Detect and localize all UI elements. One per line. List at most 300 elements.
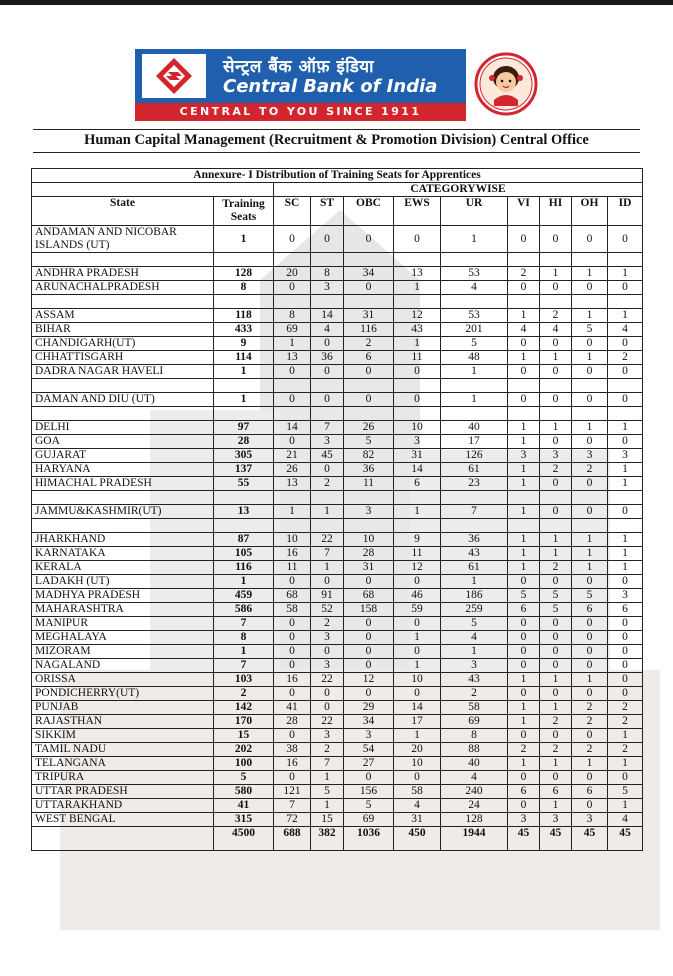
category-count-cell: 17 — [441, 435, 508, 449]
category-count-cell: 0 — [540, 687, 572, 701]
category-count-cell: 0 — [344, 393, 394, 407]
state-name-cell: DELHI — [32, 421, 214, 435]
category-count-cell: 0 — [508, 393, 540, 407]
state-name-cell: TRIPURA — [32, 771, 214, 785]
category-count-cell: 2 — [572, 743, 608, 757]
table-title-row — [32, 169, 643, 183]
state-name-cell: UTTARAKHAND — [32, 799, 214, 813]
group-header-spacer — [32, 183, 274, 197]
table-row — [32, 771, 643, 785]
category-count-cell: 68 — [274, 589, 311, 603]
state-name-cell: MEGHALAYA — [32, 631, 214, 645]
total-cell: 1944 — [441, 827, 508, 851]
category-count-cell: 11 — [274, 561, 311, 575]
category-count-cell: 0 — [274, 281, 311, 295]
category-count-cell: 0 — [274, 617, 311, 631]
spacer-cell — [441, 519, 508, 533]
category-count-cell: 34 — [344, 267, 394, 281]
table-body — [32, 226, 643, 851]
category-count-cell: 0 — [572, 659, 608, 673]
category-count-cell: 2 — [540, 309, 572, 323]
training-seats-cell: 97 — [214, 421, 274, 435]
category-count-cell: 126 — [441, 449, 508, 463]
training-seats-cell: 114 — [214, 351, 274, 365]
category-count-cell: 5 — [540, 603, 572, 617]
category-count-cell: 3 — [311, 659, 344, 673]
category-count-cell: 0 — [508, 631, 540, 645]
category-count-cell: 0 — [540, 729, 572, 743]
category-count-cell: 12 — [394, 309, 441, 323]
category-count-cell: 1 — [441, 393, 508, 407]
spacer-cell — [572, 407, 608, 421]
category-count-cell: 8 — [274, 309, 311, 323]
total-cell: 1036 — [344, 827, 394, 851]
category-count-cell: 240 — [441, 785, 508, 799]
category-count-cell: 28 — [274, 715, 311, 729]
category-count-cell: 0 — [274, 575, 311, 589]
apprentice-seats-table — [31, 168, 643, 851]
spacer-cell — [608, 491, 643, 505]
category-count-cell: 20 — [274, 267, 311, 281]
col-vi: VI — [508, 197, 540, 226]
category-count-cell: 3 — [608, 449, 643, 463]
table-row — [32, 351, 643, 365]
category-count-cell: 3 — [572, 813, 608, 827]
spacer-cell — [441, 491, 508, 505]
spacer-cell — [214, 295, 274, 309]
category-count-cell: 12 — [394, 561, 441, 575]
spacer-cell — [274, 491, 311, 505]
state-name-cell: SIKKIM — [32, 729, 214, 743]
state-name-cell: MIZORAM — [32, 645, 214, 659]
category-count-cell: 1 — [508, 477, 540, 491]
state-name-cell: PONDICHERRY(UT) — [32, 687, 214, 701]
spacer-cell — [394, 379, 441, 393]
category-count-cell: 7 — [441, 505, 508, 519]
category-count-cell: 2 — [608, 743, 643, 757]
category-count-cell: 7 — [311, 421, 344, 435]
state-name-cell: LADAKH (UT) — [32, 575, 214, 589]
category-count-cell: 61 — [441, 463, 508, 477]
category-count-cell: 1 — [311, 505, 344, 519]
category-count-cell: 0 — [394, 687, 441, 701]
table-row — [32, 323, 643, 337]
training-seats-cell: 9 — [214, 337, 274, 351]
spacer-cell — [311, 379, 344, 393]
category-count-cell: 6 — [540, 785, 572, 799]
category-count-cell: 0 — [540, 617, 572, 631]
category-count-cell: 10 — [344, 533, 394, 547]
category-count-cell: 259 — [441, 603, 508, 617]
category-count-cell: 0 — [508, 337, 540, 351]
category-count-cell: 48 — [441, 351, 508, 365]
spacer-cell — [274, 253, 311, 267]
state-name-cell: RAJASTHAN — [32, 715, 214, 729]
category-count-cell: 13 — [274, 477, 311, 491]
category-count-cell: 40 — [441, 421, 508, 435]
bank-name-english: Central Bank of India — [223, 76, 438, 97]
training-seats-cell: 41 — [214, 799, 274, 813]
category-count-cell: 0 — [608, 659, 643, 673]
category-count-cell: 36 — [441, 533, 508, 547]
category-count-cell: 54 — [344, 743, 394, 757]
category-count-cell: 2 — [572, 701, 608, 715]
training-seats-cell: 8 — [214, 281, 274, 295]
training-seats-cell: 142 — [214, 701, 274, 715]
category-count-cell: 0 — [608, 365, 643, 379]
category-count-cell: 6 — [508, 785, 540, 799]
category-count-cell: 36 — [344, 463, 394, 477]
category-count-cell: 1 — [311, 799, 344, 813]
category-count-cell: 116 — [344, 323, 394, 337]
top-border — [0, 0, 673, 5]
category-count-cell: 0 — [608, 435, 643, 449]
col-st: ST — [311, 197, 344, 226]
table-row — [32, 645, 643, 659]
total-cell: 45 — [608, 827, 643, 851]
training-seats-cell: 5 — [214, 771, 274, 785]
category-count-cell: 3 — [344, 729, 394, 743]
category-count-cell: 0 — [394, 393, 441, 407]
table-row — [32, 729, 643, 743]
training-seats-cell: 137 — [214, 463, 274, 477]
category-count-cell: 3 — [394, 435, 441, 449]
table-row — [32, 337, 643, 351]
category-count-cell: 0 — [274, 365, 311, 379]
category-count-cell: 0 — [540, 435, 572, 449]
category-count-cell: 0 — [311, 393, 344, 407]
spacer-cell — [274, 295, 311, 309]
col-oh: OH — [572, 197, 608, 226]
category-count-cell: 0 — [344, 281, 394, 295]
spacer-cell — [572, 379, 608, 393]
training-seats-cell: 7 — [214, 617, 274, 631]
category-count-cell: 0 — [344, 631, 394, 645]
category-count-cell: 52 — [311, 603, 344, 617]
col-state: State — [32, 197, 214, 226]
category-count-cell: 0 — [572, 477, 608, 491]
table-row — [32, 463, 643, 477]
page-heading: Human Capital Management (Recruitment & Promotion Division) Central Office — [84, 132, 589, 148]
spacer-cell — [540, 379, 572, 393]
category-count-cell: 1 — [508, 505, 540, 519]
category-count-cell: 1 — [508, 561, 540, 575]
category-count-cell: 0 — [572, 799, 608, 813]
category-count-cell: 2 — [608, 351, 643, 365]
state-name-cell: GOA — [32, 435, 214, 449]
category-count-cell: 3 — [608, 589, 643, 603]
category-count-cell: 0 — [572, 337, 608, 351]
spacer-cell — [540, 407, 572, 421]
category-count-cell: 31 — [344, 309, 394, 323]
category-count-cell: 53 — [441, 309, 508, 323]
category-count-cell: 13 — [394, 267, 441, 281]
spacer-cell — [32, 253, 214, 267]
category-count-cell: 41 — [274, 701, 311, 715]
category-count-cell: 14 — [394, 463, 441, 477]
category-count-cell: 1 — [394, 729, 441, 743]
category-count-cell: 0 — [311, 575, 344, 589]
table-row — [32, 281, 643, 295]
state-name-cell: MANIPUR — [32, 617, 214, 631]
category-count-cell: 0 — [394, 575, 441, 589]
total-cell: 382 — [311, 827, 344, 851]
spacer-cell — [508, 295, 540, 309]
category-count-cell: 0 — [572, 771, 608, 785]
category-count-cell: 0 — [508, 617, 540, 631]
category-count-cell: 2 — [540, 463, 572, 477]
category-count-cell: 0 — [311, 701, 344, 715]
spacer-cell — [394, 491, 441, 505]
training-seats-cell: 103 — [214, 673, 274, 687]
training-seats-cell: 586 — [214, 603, 274, 617]
category-count-cell: 0 — [572, 435, 608, 449]
spacer-cell — [32, 519, 214, 533]
category-count-cell: 0 — [540, 771, 572, 785]
training-seats-cell: 55 — [214, 477, 274, 491]
spacer-cell — [540, 491, 572, 505]
category-count-cell: 0 — [540, 365, 572, 379]
training-seats-cell: 128 — [214, 267, 274, 281]
category-count-cell: 0 — [274, 645, 311, 659]
state-name-cell: KARNATAKA — [32, 547, 214, 561]
category-count-cell: 7 — [311, 547, 344, 561]
category-count-cell: 1 — [508, 463, 540, 477]
training-seats-cell: 116 — [214, 561, 274, 575]
category-count-cell: 5 — [540, 589, 572, 603]
category-count-cell: 0 — [608, 226, 643, 253]
category-count-cell: 156 — [344, 785, 394, 799]
category-count-cell: 1 — [540, 267, 572, 281]
training-seats-cell: 28 — [214, 435, 274, 449]
logo-banner — [135, 49, 466, 103]
category-count-cell: 9 — [394, 533, 441, 547]
category-count-cell: 0 — [572, 505, 608, 519]
spacer-cell — [540, 253, 572, 267]
category-count-cell: 0 — [311, 337, 344, 351]
category-count-cell: 1 — [608, 757, 643, 771]
spacer-cell — [344, 253, 394, 267]
category-count-cell: 0 — [508, 365, 540, 379]
category-count-cell: 7 — [311, 757, 344, 771]
state-name-cell: TAMIL NADU — [32, 743, 214, 757]
state-name-cell: PUNJAB — [32, 701, 214, 715]
category-count-cell: 20 — [394, 743, 441, 757]
category-count-cell: 0 — [274, 687, 311, 701]
spacer-cell — [311, 407, 344, 421]
spacer-row — [32, 253, 643, 267]
category-count-cell: 1 — [608, 309, 643, 323]
category-count-cell: 0 — [572, 631, 608, 645]
spacer-cell — [394, 295, 441, 309]
category-count-cell: 1 — [540, 533, 572, 547]
category-count-cell: 0 — [508, 799, 540, 813]
spacer-row — [32, 379, 643, 393]
category-count-cell: 10 — [394, 673, 441, 687]
category-count-cell: 2 — [508, 743, 540, 757]
category-count-cell: 201 — [441, 323, 508, 337]
col-id: ID — [608, 197, 643, 226]
total-cell: 45 — [540, 827, 572, 851]
total-cell: 688 — [274, 827, 311, 851]
category-count-cell: 1 — [572, 561, 608, 575]
training-seats-cell: 15 — [214, 729, 274, 743]
table-row — [32, 421, 643, 435]
category-count-cell: 1 — [274, 505, 311, 519]
spacer-cell — [214, 379, 274, 393]
spacer-row — [32, 295, 643, 309]
category-count-cell: 128 — [441, 813, 508, 827]
category-count-cell: 0 — [394, 771, 441, 785]
category-count-cell: 5 — [572, 589, 608, 603]
category-count-cell: 1 — [608, 267, 643, 281]
table-title: Annexure- I Distribution of Training Seats for Apprentices — [32, 169, 643, 183]
table-row — [32, 617, 643, 631]
category-count-cell: 2 — [572, 463, 608, 477]
spacer-cell — [344, 491, 394, 505]
category-count-cell: 5 — [344, 435, 394, 449]
training-seats-cell: 8 — [214, 631, 274, 645]
training-seats-cell: 459 — [214, 589, 274, 603]
category-count-cell: 58 — [441, 701, 508, 715]
state-name-cell: KERALA — [32, 561, 214, 575]
state-name-cell: ARUNACHALPRADESH — [32, 281, 214, 295]
category-count-cell: 0 — [311, 365, 344, 379]
category-count-cell: 4 — [608, 813, 643, 827]
col-hi: HI — [540, 197, 572, 226]
spacer-cell — [274, 519, 311, 533]
category-count-cell: 8 — [311, 267, 344, 281]
category-count-cell: 2 — [540, 561, 572, 575]
category-count-cell: 1 — [572, 673, 608, 687]
category-count-cell: 6 — [572, 603, 608, 617]
category-count-cell: 68 — [344, 589, 394, 603]
category-count-cell: 1 — [441, 645, 508, 659]
category-count-cell: 2 — [572, 715, 608, 729]
table-row — [32, 673, 643, 687]
category-count-cell: 1 — [540, 757, 572, 771]
category-count-cell: 3 — [540, 449, 572, 463]
category-count-cell: 0 — [540, 645, 572, 659]
category-count-cell: 1 — [508, 421, 540, 435]
training-seats-cell: 1 — [214, 393, 274, 407]
category-count-cell: 14 — [394, 701, 441, 715]
table-row — [32, 589, 643, 603]
table-row — [32, 785, 643, 799]
category-count-cell: 10 — [394, 421, 441, 435]
category-count-cell: 6 — [508, 603, 540, 617]
category-count-cell: 1 — [572, 547, 608, 561]
training-seats-cell: 170 — [214, 715, 274, 729]
state-name-cell: CHHATTISGARH — [32, 351, 214, 365]
category-count-cell: 3 — [508, 449, 540, 463]
category-count-cell: 0 — [344, 365, 394, 379]
category-count-cell: 0 — [274, 659, 311, 673]
spacer-cell — [508, 253, 540, 267]
state-name-cell: BIHAR — [32, 323, 214, 337]
category-count-cell: 22 — [311, 533, 344, 547]
category-count-cell: 6 — [394, 477, 441, 491]
table-row — [32, 547, 643, 561]
category-count-cell: 88 — [441, 743, 508, 757]
column-header-row — [32, 197, 643, 226]
spacer-cell — [540, 295, 572, 309]
category-count-cell: 1 — [441, 365, 508, 379]
category-count-cell: 121 — [274, 785, 311, 799]
category-count-cell: 1 — [441, 575, 508, 589]
state-name-cell: HARYANA — [32, 463, 214, 477]
category-count-cell: 21 — [274, 449, 311, 463]
category-count-cell: 10 — [274, 533, 311, 547]
category-count-cell: 1 — [572, 421, 608, 435]
state-name-cell: GUJARAT — [32, 449, 214, 463]
spacer-cell — [394, 407, 441, 421]
category-count-cell: 1 — [572, 267, 608, 281]
state-name-cell: ANDAMAN AND NICOBAR ISLANDS (UT) — [32, 226, 214, 253]
state-name-cell: JAMMU&KASHMIR(UT) — [32, 505, 214, 519]
category-count-cell: 0 — [311, 226, 344, 253]
category-count-cell: 28 — [344, 547, 394, 561]
category-count-cell: 3 — [311, 729, 344, 743]
table-row — [32, 449, 643, 463]
state-name-cell: ORISSA — [32, 673, 214, 687]
spacer-cell — [540, 519, 572, 533]
category-count-cell: 0 — [274, 226, 311, 253]
spacer-cell — [508, 407, 540, 421]
bank-emblem-icon — [142, 54, 206, 98]
spacer-cell — [214, 407, 274, 421]
category-count-cell: 1 — [508, 435, 540, 449]
spacer-cell — [214, 519, 274, 533]
category-count-cell: 7 — [274, 799, 311, 813]
category-count-cell: 1 — [540, 421, 572, 435]
category-count-cell: 0 — [540, 226, 572, 253]
category-count-cell: 0 — [311, 463, 344, 477]
category-count-cell: 43 — [441, 547, 508, 561]
state-name-cell: TELANGANA — [32, 757, 214, 771]
training-seats-cell: 1 — [214, 575, 274, 589]
category-count-cell: 1 — [274, 337, 311, 351]
heading-rule-bottom — [33, 152, 640, 153]
category-count-cell: 1 — [608, 477, 643, 491]
category-count-cell: 11 — [394, 351, 441, 365]
spacer-cell — [508, 519, 540, 533]
bank-name-hindi: सेन्ट्रल बैंक ऑफ़ इंडिया — [223, 57, 375, 77]
category-count-cell: 4 — [441, 771, 508, 785]
total-cell: 45 — [572, 827, 608, 851]
spacer-cell — [311, 491, 344, 505]
category-count-cell: 0 — [344, 659, 394, 673]
category-count-cell: 36 — [311, 351, 344, 365]
table-row — [32, 561, 643, 575]
category-count-cell: 0 — [344, 645, 394, 659]
training-seats-cell: 7 — [214, 659, 274, 673]
category-count-cell: 0 — [572, 226, 608, 253]
category-count-cell: 0 — [540, 337, 572, 351]
category-count-cell: 38 — [274, 743, 311, 757]
state-name-cell: DADRA NAGAR HAVELI — [32, 365, 214, 379]
category-count-cell: 2 — [608, 701, 643, 715]
category-count-cell: 0 — [274, 631, 311, 645]
training-seats-cell: 2 — [214, 687, 274, 701]
category-count-cell: 0 — [508, 281, 540, 295]
category-count-cell: 0 — [572, 393, 608, 407]
category-count-cell: 69 — [441, 715, 508, 729]
state-name-cell: ANDHRA PRADESH — [32, 267, 214, 281]
category-count-cell: 0 — [572, 617, 608, 631]
category-count-cell: 4 — [508, 323, 540, 337]
category-count-cell: 0 — [608, 687, 643, 701]
